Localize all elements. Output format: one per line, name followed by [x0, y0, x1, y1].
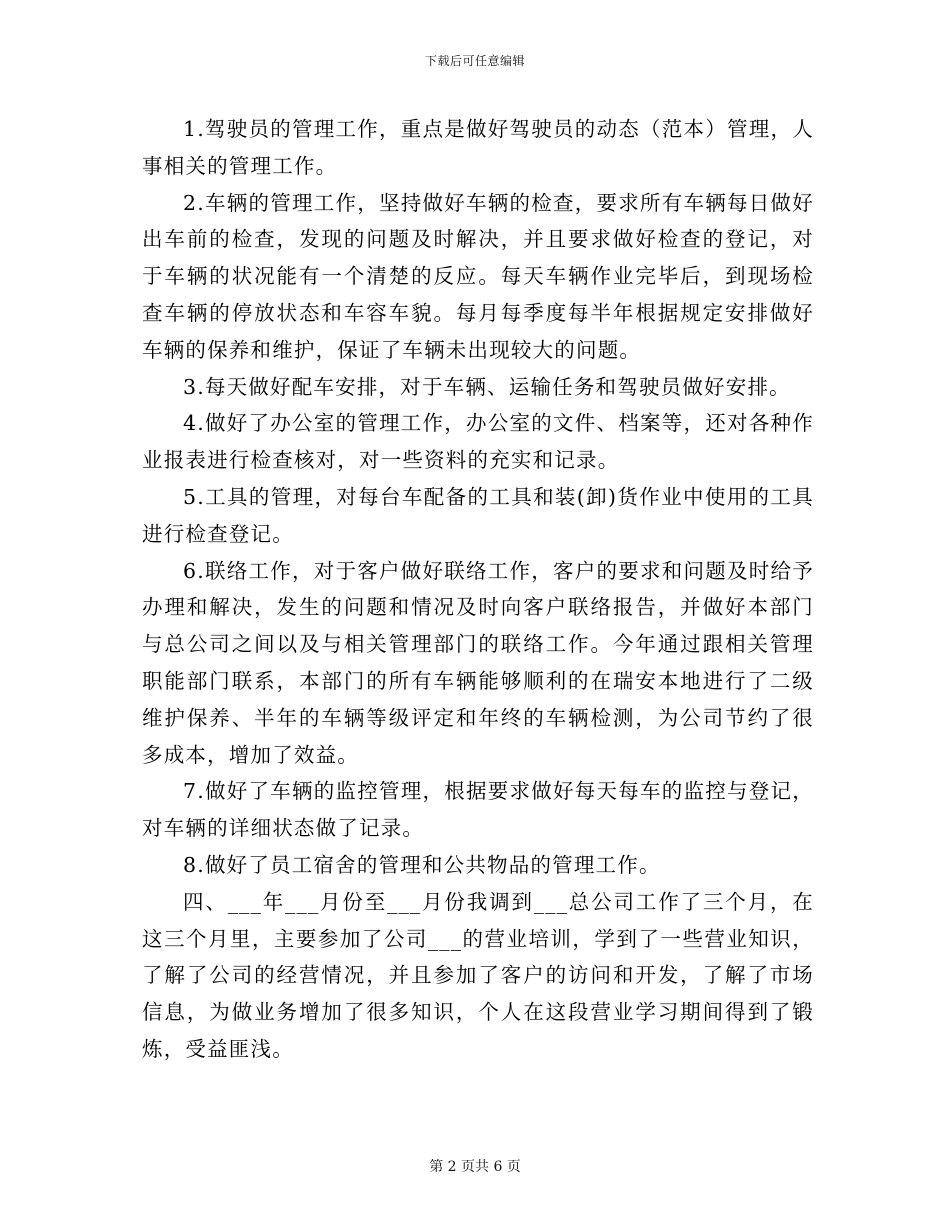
paragraph-8: 8.做好了员工宿舍的管理和公共物品的管理工作。: [183, 852, 661, 877]
paragraph-3: 3.每天做好配车安排，对于车辆、运输任务和驾驶员做好安排。: [183, 374, 791, 399]
paragraph-2: 2.车辆的管理工作，坚持做好车辆的检查，要求所有车辆每日做好出车前的检查，发现的问题及时解决，并且要求做好检查的登记，对于车辆的状况能有一个清楚的反应。每天车辆作业完毕后，到现场检查车辆的停放状态和车容车貌。每月每季度每半年根据规定安排做好车辆的保养和维护，保证了车辆未出现较大的问题。: [142, 190, 814, 362]
paragraph-4: 4.做好了办公室的管理工作，办公室的文件、档案等，还对各种作业报表进行检查核对，对一些资料的充实和记录。: [142, 411, 814, 473]
paragraph-6: 6.联络工作，对于客户做好联络工作，客户的要求和问题及时给予办理和解决，发生的问题和情况及时向客户联络报告，并做好本部门与总公司之间以及与相关管理部门的联络工作。今年通过跟相关管理职能部门联系，本部门的所有车辆能够顺利的在瑞安本地进行了二级维护保养、半年的车辆等级评定和年终的车辆检测，为公司节约了很多成本，增加了效益。: [142, 558, 814, 767]
document-body: [142, 111, 814, 1068]
paragraph-1: 1.驾驶员的管理工作，重点是做好驾驶员的动态（范本）管理，人事相关的管理工作。: [142, 117, 814, 178]
paragraph-5: 5.工具的管理，对每台车配备的工具和装(卸)货作业中使用的工具进行检查登记。: [142, 484, 814, 546]
page-header-note: 下载后可任意编辑: [424, 54, 525, 68]
paragraph-9: 四、___年___月份至___月份我调到___总公司工作了三个月，在这三个月里，主要参加了公司___的营业培训，学到了一些营业知识，了解了公司的经营情况，并且参加了客户的访问和开发，了解了市场信息，为做业务增加了很多知识，个人在这段营业学习期间得到了锻炼，受益匪浅。: [142, 889, 814, 1061]
page-footer-number: 第 2 页共 6 页: [429, 1159, 521, 1175]
paragraph-7: 7.做好了车辆的监控管理，根据要求做好每天每车的监控与登记，对车辆的详细状态做了记录。: [142, 779, 814, 841]
